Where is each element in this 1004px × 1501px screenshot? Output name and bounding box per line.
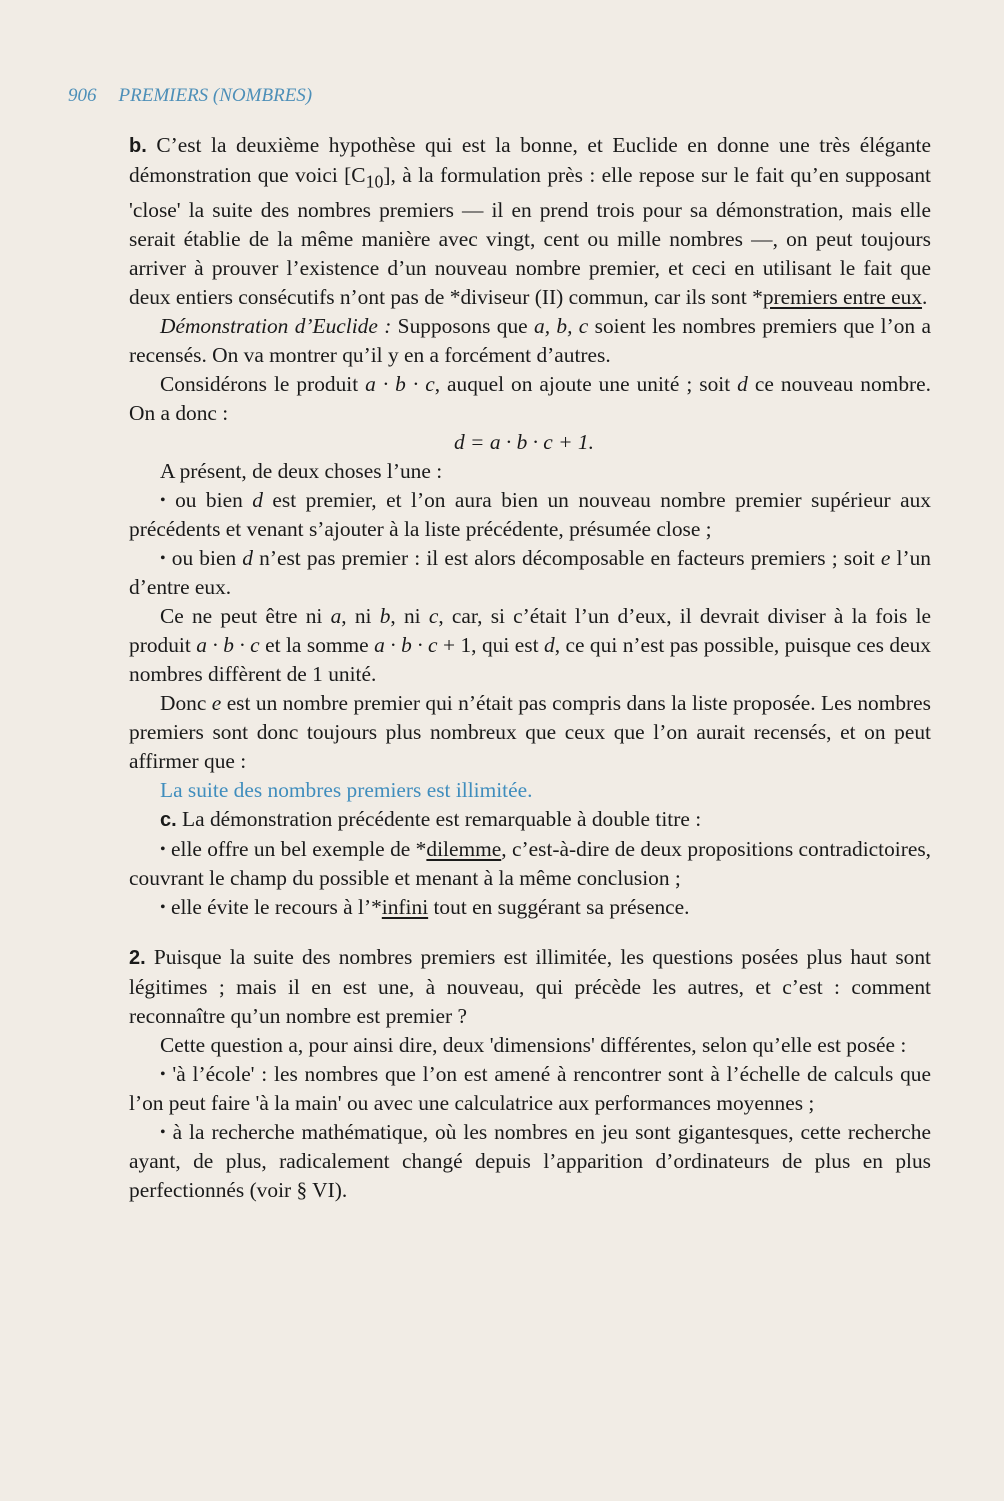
section-marker-c: c. <box>160 809 177 832</box>
formula-d: d = a · b · c + 1. <box>454 430 594 455</box>
section-marker-b: b. <box>129 135 147 157</box>
paragraph-considerons: Considérons le produit a · b · c, auquel on ajoute une unité ; soit d ce nouveau nombre. On a donc : <box>129 372 931 426</box>
running-header <box>68 85 312 107</box>
body-text <box>129 131 931 1205</box>
paragraph-dimensions: Cette question a, pour ainsi dire, deux 'dimensions' différentes, selon qu’elle est posée : <box>160 1033 907 1058</box>
paragraph-demonstration: Démonstration d’Euclide : Supposons que a, b, c soient les nombres premiers que l’on a recensés. On va montrer qu’il y en a forcément d’autres. <box>129 314 931 368</box>
bullet-icon: • <box>160 1066 166 1084</box>
bullet-icon: • <box>160 841 166 859</box>
list-item-dilemme: • elle offre un bel exemple de *dilemme, c’est-à-dire de deux propositions contradictoires, couvrant le champ du possible et menant à la même conclusion ; <box>129 837 932 891</box>
bullet-icon: • <box>160 899 166 917</box>
theorem-statement: La suite des nombres premiers est illimitée. <box>160 778 533 803</box>
bullet-icon: • <box>160 1124 166 1142</box>
paragraph-c-intro: c. La démonstration précédente est remarquable à double titre : <box>160 807 702 832</box>
list-item-ecole: • 'à l’école' : les nombres que l’on est amené à rencontrer sont à l’échelle de calculs que l’on peut faire 'à la main' ou avec une calculatrice aux performances moyennes ; <box>129 1062 931 1116</box>
crossref-dilemme[interactable]: dilemme <box>426 837 502 862</box>
demonstration-label: Démonstration d’Euclide : <box>160 314 392 339</box>
crossref-infini[interactable]: infini <box>381 895 429 920</box>
list-item-alternative-1: • ou bien d est premier, et l’on aura bien un nouveau nombre premier supérieur aux précédents et venant s’ajouter à la liste précédente, présumée close ; <box>129 488 931 542</box>
page-number: 906 <box>68 85 97 106</box>
section-marker-2: 2. <box>129 947 146 970</box>
crossref-premiers-entre-eux[interactable]: premiers entre eux <box>762 285 923 310</box>
list-item-alternative-2: • ou bien d n’est pas premier : il est alors décomposable en facteurs premiers ; soit e l’un d’entre eux. <box>129 546 931 600</box>
list-item-infini: • elle évite le recours à l’*infini tout en suggérant sa présence. <box>160 895 690 920</box>
running-title: PREMIERS (NOMBRES) <box>118 85 313 106</box>
bullet-icon: • <box>160 550 166 568</box>
paragraph-conclusion: Donc e est un nombre premier qui n’était pas compris dans la liste proposée. Les nombres premiers sont donc toujours plus nombreux que ceux que l’on aurait recensés, et on peut affirmer que : <box>129 691 931 774</box>
paragraph-2-intro: 2. Puisque la suite des nombres premiers est illimitée, les questions posées plus haut sont légitimes ; mais il en est une, à nouveau, qui précède les autres, et c’est : comment reconnaître qu’un nombre est premier ? <box>129 945 931 1029</box>
paragraph-alternative-intro: A présent, de deux choses l’une : <box>160 459 443 484</box>
list-item-recherche: • à la recherche mathématique, où les nombres en jeu sont gigantesques, cette recherche ayant, de plus, radicalement changé depuis l’apparition d’ordinateurs de plus en plus perfectionnés (voir § VI). <box>129 1120 931 1203</box>
paragraph-b-intro: b. C’est la deuxième hypothèse qui est la bonne, et Euclide en donne une très élégante démonstration que voici $[C_{10}]$, à la formulation près : elle repose sur le fait qu’en supposant 'close' la suite des nombres premiers — il en prend trois pour sa démonstration, mais elle serait établie de la même manière avec vingt, cent ou mille nombres —, on peut toujours arriver à prouver l’existence d’un nouveau nombre premier, et ceci en utilisant le fait que deux entiers consécutifs n’ont pas de *diviseur (II) commun, car ils sont *premiers entre eux. <box>129 133 931 310</box>
paragraph-negation: Ce ne peut être ni a, ni b, ni c, car, si c’était l’un d’eux, il devrait diviser à la fois le produit a · b · c et la somme a · b · c + 1, qui est d, ce qui n’est pas possible, puisque ces deux nombres diffèrent de 1 unité. <box>129 604 932 687</box>
bullet-icon: • <box>160 492 166 510</box>
